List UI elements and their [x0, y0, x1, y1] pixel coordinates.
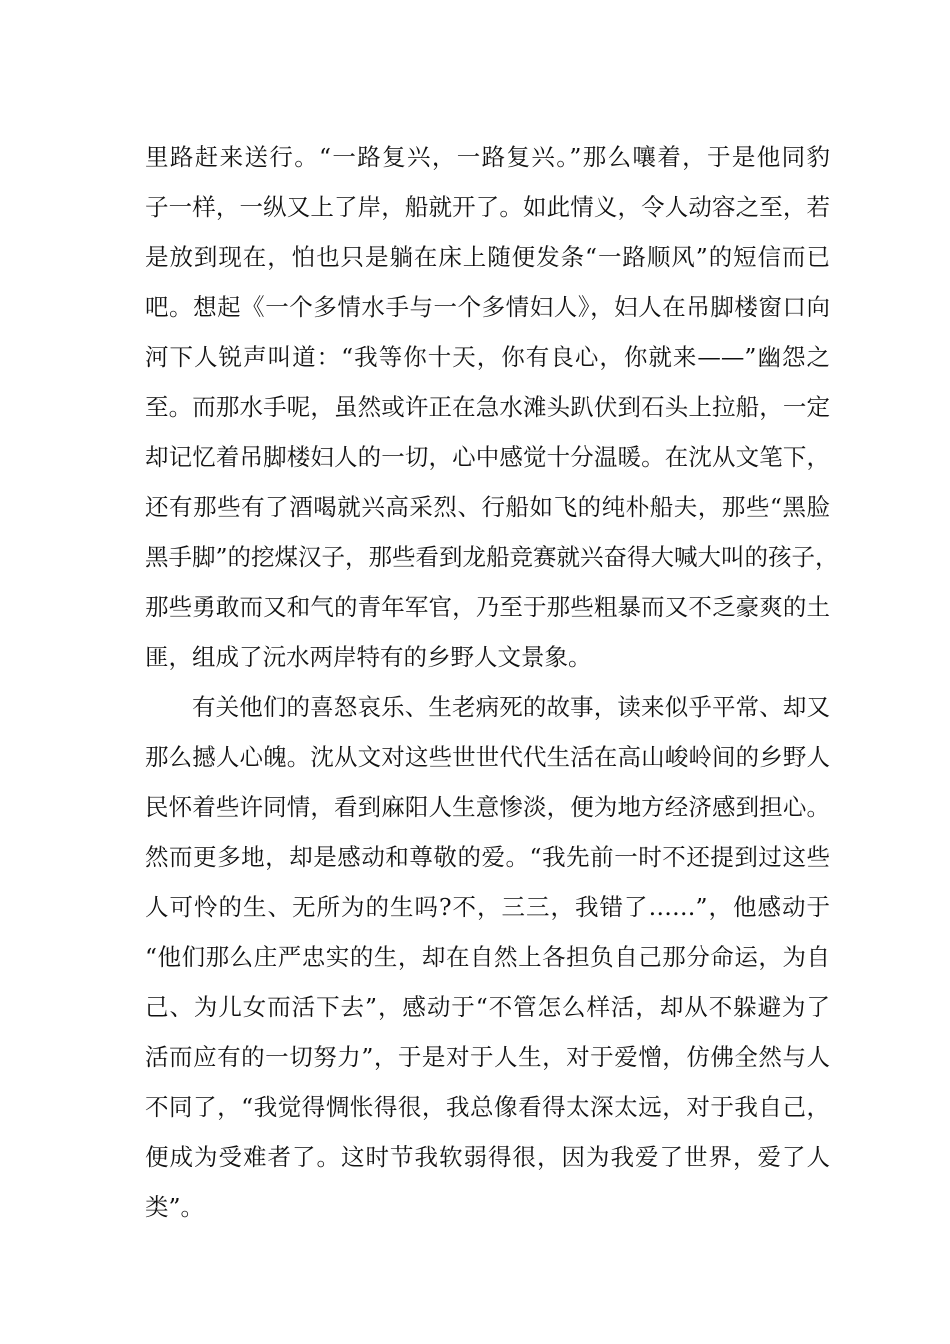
paragraph-1 — [145, 132, 839, 682]
text-line: 子一样，一纵又上了岸，船就开了。如此情义，令人动容之至，若 — [145, 193, 830, 221]
body-text — [145, 132, 839, 1232]
text-line: 不同了，“我觉得惆怅得很，我总像看得太深太远，对于我自己， — [145, 1093, 830, 1121]
text-line: 那些勇敢而又和气的青年军官，乃至于那些粗暴而又不乏豪爽的土 — [145, 593, 830, 621]
text-line: 人可怜的生、无所为的生吗?不，三三，我错了……”，他感动于 — [145, 893, 830, 921]
paragraph-2 — [145, 682, 830, 1232]
text-line: 活而应有的一切努力”，于是对于人生，对于爱憎，仿佛全然与人 — [145, 1043, 830, 1071]
text-line: 匪，组成了沅水两岸特有的乡野人文景象。 — [145, 643, 592, 671]
text-line: 吧。想起《一个多情水手与一个多情妇人》，妇人在吊脚楼窗口向 — [145, 293, 830, 321]
text-line: 黑手脚”的挖煤汉子，那些看到龙船竞赛就兴奋得大喊大叫的孩子， — [145, 543, 839, 571]
text-line: 里路赶来送行。“一路复兴，一路复兴。”那么嚷着，于是他同豹 — [145, 143, 830, 171]
text-line: 却记忆着吊脚楼妇人的一切，心中感觉十分温暖。在沈从文笔下， — [145, 443, 830, 471]
text-line: 便成为受难者了。这时节我软弱得很，因为我爱了世界，爱了人 — [145, 1143, 830, 1171]
text-line: “他们那么庄严忠实的生，却在自然上各担负自己那分命运，为自 — [145, 943, 830, 971]
text-line: 还有那些有了酒喝就兴高采烈、行船如飞的纯朴船夫，那些“黑脸 — [145, 493, 830, 521]
text-line: 然而更多地，却是感动和尊敬的爱。“我先前一时不还提到过这些 — [145, 843, 830, 871]
text-line: 河下人锐声叫道：“我等你十天，你有良心，你就来——”幽怨之 — [145, 343, 830, 371]
text-line: 己、为儿女而活下去”，感动于“不管怎么样活，却从不躲避为了 — [145, 993, 830, 1021]
text-line: 类”。 — [145, 1193, 205, 1221]
text-line: 是放到现在，怕也只是躺在床上随便发条“一路顺风”的短信而已 — [145, 243, 830, 271]
text-line: 民怀着些许同情，看到麻阳人生意惨淡，便为地方经济感到担心。 — [145, 793, 830, 821]
text-line: 有关他们的喜怒哀乐、生老病死的故事，读来似乎平常、却又 — [192, 693, 830, 721]
text-line: 至。而那水手呢，虽然或许正在急水滩头趴伏到石头上拉船，一定 — [145, 393, 830, 421]
text-line: 那么撼人心魄。沈从文对这些世世代代生活在高山峻岭间的乡野人 — [145, 743, 830, 771]
